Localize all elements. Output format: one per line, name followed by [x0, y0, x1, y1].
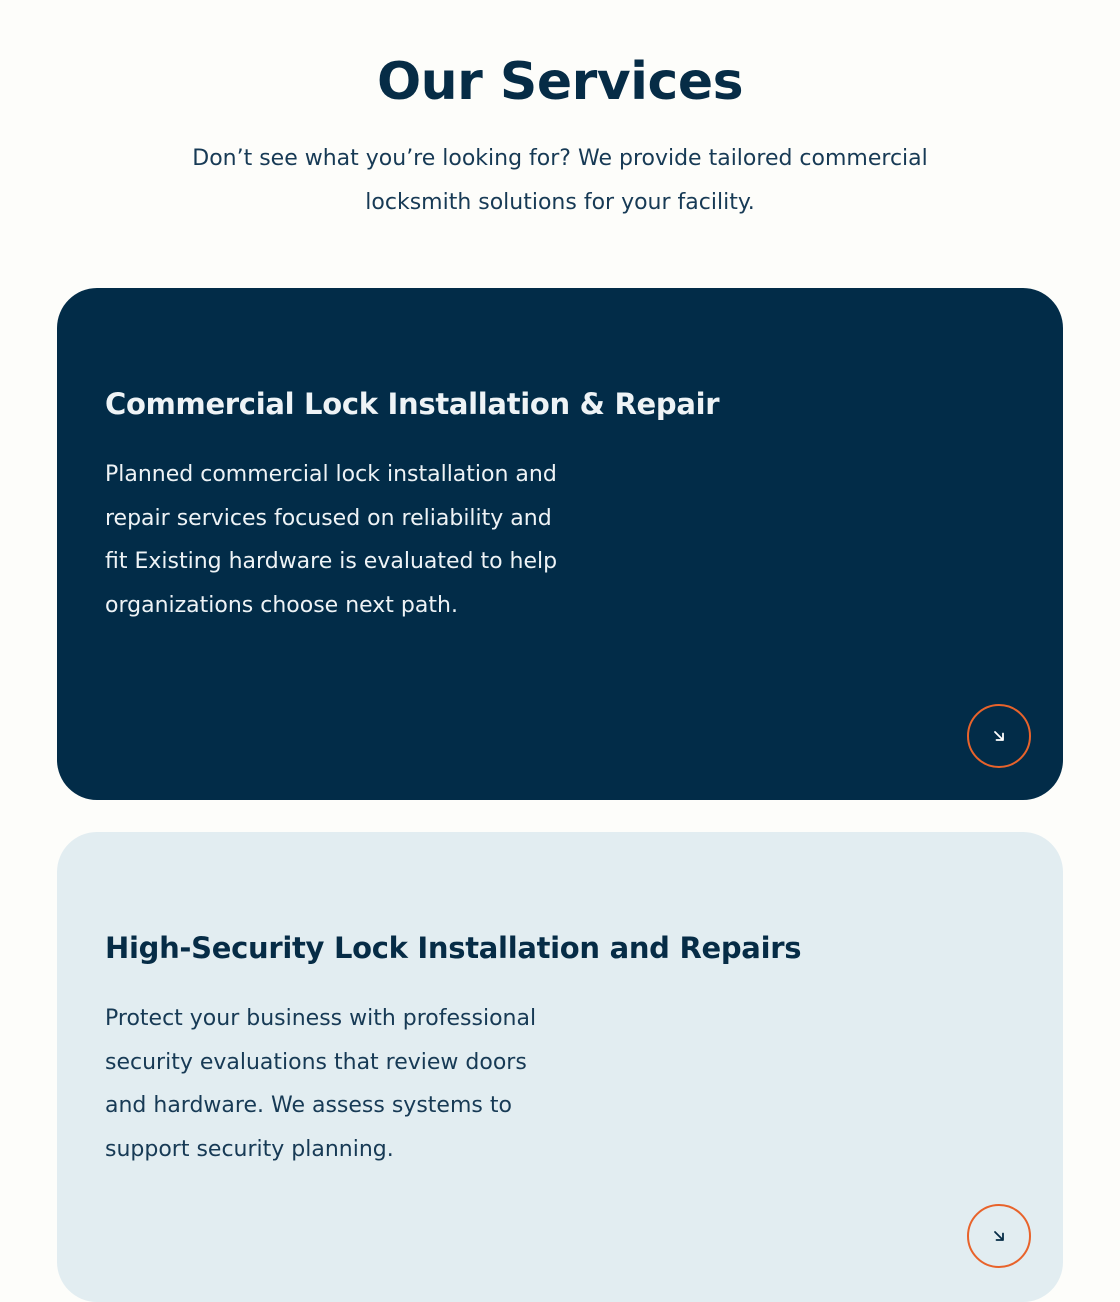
service-card-description: Protect your business with professional security evaluations that review doors and hardware. We assess systems to support security planning. — [105, 1006, 537, 1162]
service-card-description: Planned commercial lock installation and repair services focused on reliability and fit Existing hardware is evaluated to help organizations choose next path. — [105, 462, 558, 618]
service-card-arrow-button[interactable] — [967, 704, 1031, 768]
arrow-down-right-icon — [992, 1229, 1006, 1243]
service-card-high-security-lock[interactable] — [57, 832, 1063, 1302]
page-subtitle: Don’t see what you’re looking for? We provide tailored commercial locksmith solutions for your facility. — [192, 146, 928, 215]
service-card-title: High-Security Lock Installation and Repairs — [105, 931, 802, 965]
service-card-commercial-lock[interactable] — [57, 288, 1063, 800]
page-title: Our Services — [376, 52, 744, 112]
service-card-title: Commercial Lock Installation & Repair — [105, 387, 720, 421]
arrow-down-right-icon — [992, 729, 1006, 743]
service-card-arrow-button[interactable] — [967, 1204, 1031, 1268]
